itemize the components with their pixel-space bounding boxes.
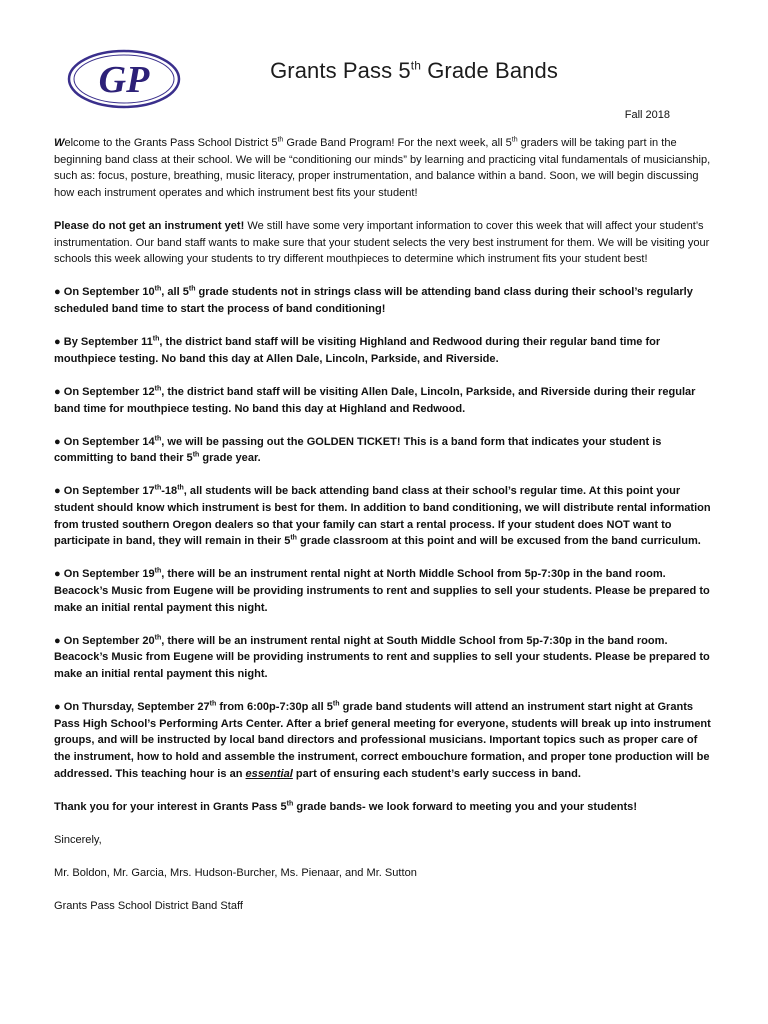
schedule-item-sep17: ● On September 17th-18th, all students will be back attending band class at their school’s regular time. At this point your student should know which instrument is best for them. In addition to band conditioning, we will distribute rental information from trusted southern Oregon dealers so that your family can start a rental process. If your student does NOT want to participate in band, they will remain in their 5th grade classroom at this point and will be excused from the band curriculum. <box>54 484 711 548</box>
signature-names: Mr. Boldon, Mr. Garcia, Mrs. Hudson-Burcher, Ms. Pienaar, and Mr. Sutton <box>54 867 417 880</box>
instrument-warning-paragraph: Please do not get an instrument yet! We still have some very important information to cover this week that will affect your student’s instrumentation. Our band staff wants to make sure that your student selects the very best instrument for them. We will be visiting your schools this week allowing your students to try different mouthpieces to determine which instrument fits your student best! <box>54 219 710 266</box>
schedule-item-sep27: ● On Thursday, September 27th from 6:00p-7:30p all 5th grade band students will attend an instrument start night at Grants Pass High School’s Performing Arts Center. After a brief general meeting for everyone, students will break up into instrument groups, and will be instructed by local band directors and professional musicians. Important topics such as proper care of the instrument, how to hold and assemble the instrument, correct embouchure formation, and proper tone production will be addressed. This teaching hour is an essential part of ensuring each student’s early success in band. <box>54 700 711 780</box>
intro-paragraph: Welcome to the Grants Pass School District 5th Grade Band Program! For the next week, all 5th graders will be taking part in the beginning band class at their school. We will be “conditioning our minds” by learning and practicing vital fundamentals of musicianship, such as: focus, posture, breathing, music literacy, proper instrumentation, and balance within a band. Soon, we will begin discussing how each instrument operates and which instrument best fits your student! <box>54 136 711 199</box>
schedule-item-sep11: ● By September 11th, the district band staff will be visiting Highland and Redwood during their regular band time for mouthpiece testing. No band this day at Allen Dale, Lincoln, Parkside, and Riverside. <box>54 335 661 365</box>
gp-logo-text: GP <box>98 59 150 101</box>
letter-body <box>54 135 716 932</box>
page-title: Grants Pass 5th Grade Bands <box>270 58 558 83</box>
schedule-item-sep12: ● On September 12th, the district band staff will be visiting Allen Dale, Lincoln, Parkside, and Riverside during their regular band time for mouthpiece testing. No band this day at Highland and Redwood. <box>54 385 696 415</box>
thanks-paragraph: Thank you for your interest in Grants Pass 5th grade bands- we look forward to meeting you and your students! <box>54 800 637 813</box>
signature-org: Grants Pass School District Band Staff <box>54 900 243 913</box>
closing: Sincerely, <box>54 833 102 846</box>
schedule-item-sep19: ● On September 19th, there will be an instrument rental night at North Middle School from 5p-7:30p in the band room. Beacock’s Music from Eugene will be providing instruments to rent and supplies to sell your students. Please be prepared to make an initial rental payment this night. <box>54 567 710 614</box>
schedule-item-sep20: ● On September 20th, there will be an instrument rental night at South Middle School from 5p-7:30p in the band room. Beacock’s Music from Eugene will be providing instruments to rent and supplies to sell your students. Please be prepared to make an initial rental payment this night. <box>54 634 710 680</box>
letter-date: Fall 2018 <box>624 109 670 121</box>
schedule-item-sep10: ● On September 10th, all 5th grade students not in strings class will be attending band class during their school’s regularly scheduled band time to start the process of band conditioning! <box>54 285 693 315</box>
schedule-item-sep14: ● On September 14th, we will be passing out the GOLDEN TICKET! This is a band form that indicates your student is committing to band their 5th grade year. <box>54 435 662 465</box>
